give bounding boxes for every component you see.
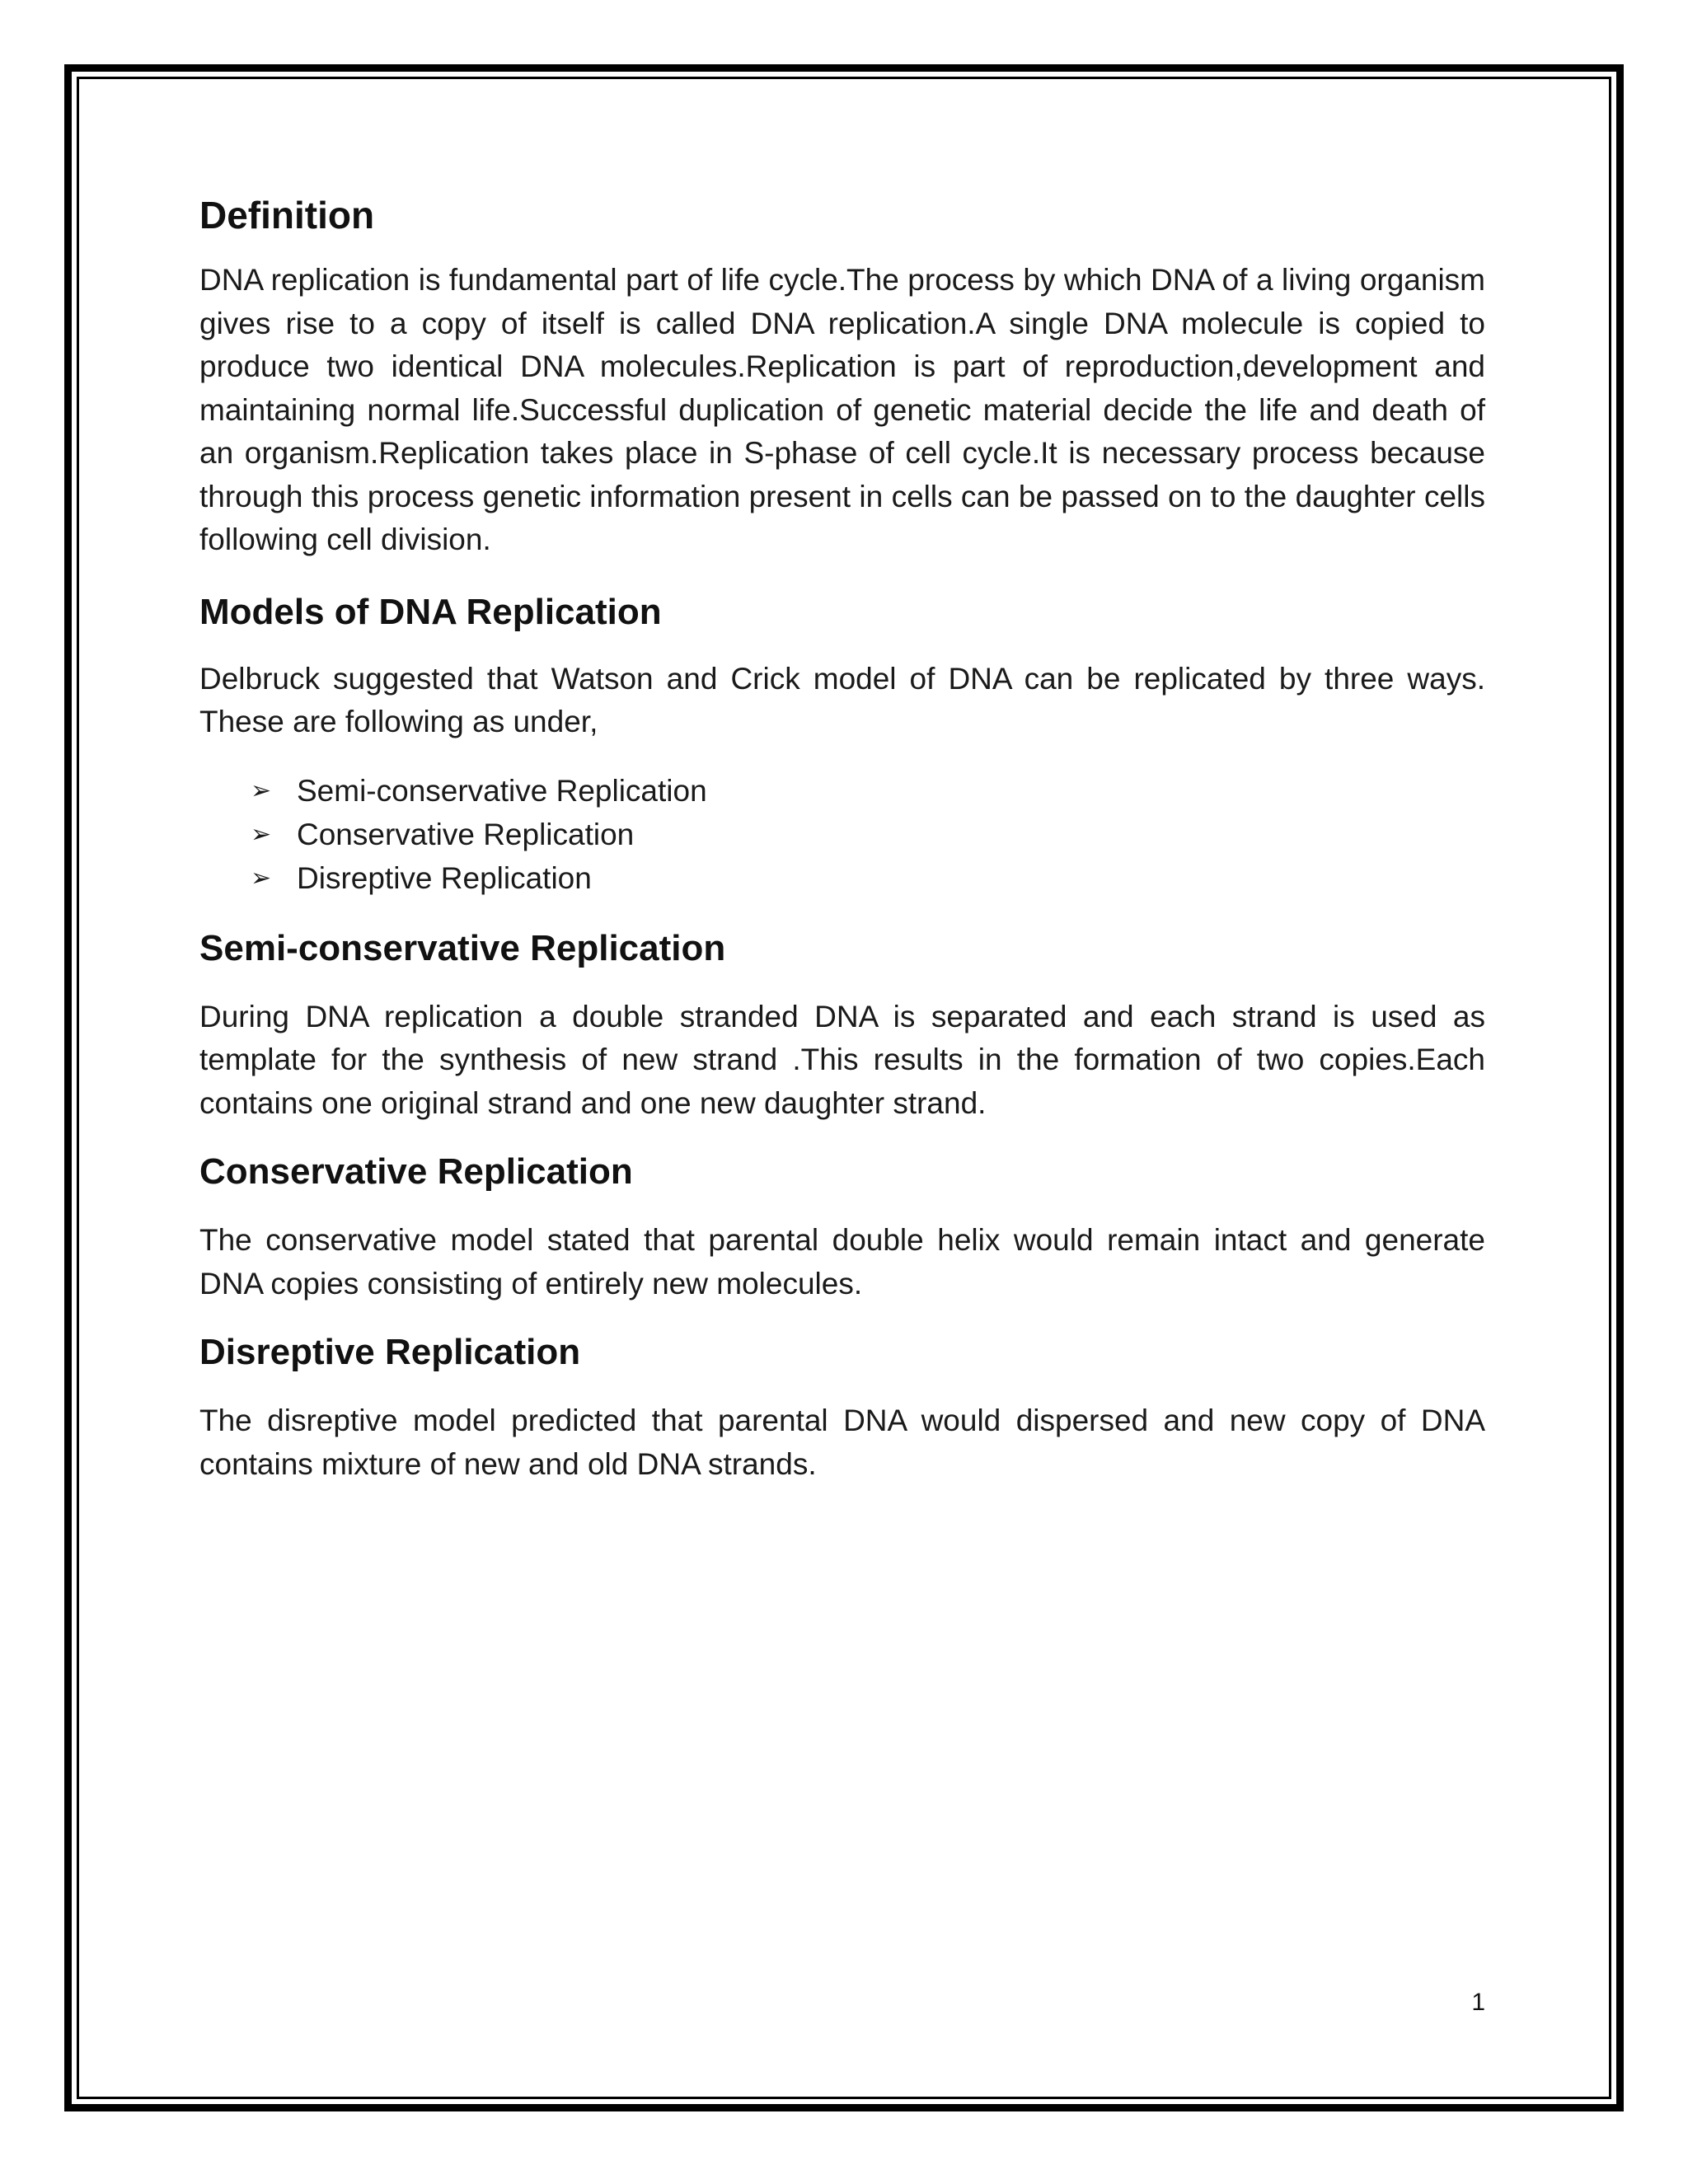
list-item bbox=[199, 813, 1485, 856]
heading-conservative: Conservative Replication bbox=[199, 1151, 633, 1192]
paragraph-conservative: The conservative model stated that parental double helix would remain intact and generate DNA copies consisting of entirely new molecules. bbox=[199, 1223, 1485, 1301]
list-item-label: Disreptive Replication bbox=[297, 860, 592, 895]
heading-disreptive: Disreptive Replication bbox=[199, 1332, 581, 1372]
list-item-label: Conservative Replication bbox=[297, 817, 635, 851]
models-bullet-list bbox=[199, 769, 1485, 900]
heading-semi-conservative: Semi-conservative Replication bbox=[199, 927, 726, 968]
arrow-bullet-icon: ➢ bbox=[251, 863, 272, 893]
arrow-bullet-icon: ➢ bbox=[251, 776, 272, 805]
document-body bbox=[199, 191, 1485, 1486]
list-item bbox=[199, 769, 1485, 813]
paragraph-models: Delbruck suggested that Watson and Crick model of DNA can be replicated by three ways. These are following as under, bbox=[199, 661, 1485, 738]
arrow-bullet-icon: ➢ bbox=[251, 819, 272, 849]
paragraph-disreptive: The disreptive model predicted that parental DNA would dispersed and new copy of DNA contains mixture of new and old DNA strands. bbox=[199, 1404, 1485, 1481]
heading-models: Models of DNA Replication bbox=[199, 591, 662, 632]
heading-definition: Definition bbox=[199, 194, 375, 237]
page-number: 1 bbox=[1471, 1989, 1485, 2016]
list-item-label: Semi-conservative Replication bbox=[297, 773, 707, 808]
paragraph-definition: DNA replication is fundamental part of life cycle.The process by which DNA of a living organism gives rise to a copy of itself is called DNA replication.A single DNA molecule is copied to produce two identical DNA molecules.Replication is part of reproduction,development and maintaining normal life.Successful duplication of genetic material decide the life and death of an organism.Replication takes place in S-phase of cell cycle.It is necessary process because through this process genetic information present in cells can be passed on to the daughter cells following cell division. bbox=[199, 263, 1485, 556]
paragraph-semi-conservative: During DNA replication a double stranded DNA is separated and each strand is used as template for the synthesis of new strand .This results in the formation of two copies.Each contains one original strand and one new daughter strand. bbox=[199, 999, 1485, 1120]
list-item bbox=[199, 856, 1485, 900]
